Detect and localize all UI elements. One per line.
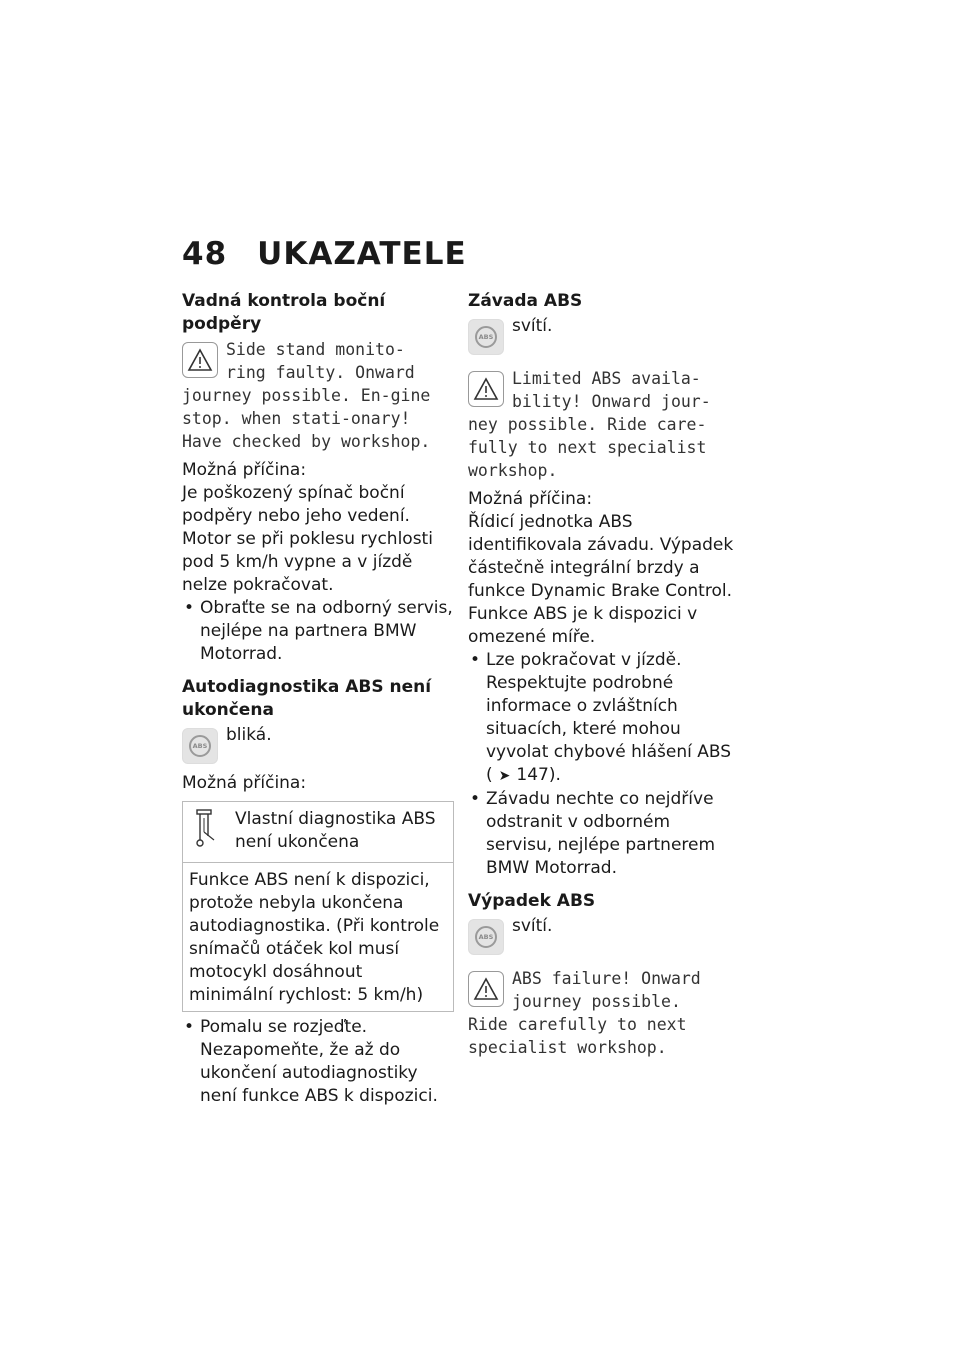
message-line: journey possible. [512, 992, 681, 1011]
cause-label: Možná příčina: [468, 489, 593, 509]
message-line: bility! Onward jour- [512, 392, 711, 411]
message-text: ney possible. Ride care-fully to next specialist workshop. [468, 415, 707, 480]
section-title: Autodiagnostika ABS není ukončena [182, 677, 432, 720]
page-title: UKAZATELE [257, 236, 467, 272]
cause-label: Možná příčina: [182, 460, 307, 480]
info-box [182, 801, 454, 1012]
warning-triangle-icon [468, 971, 504, 1007]
warning-message [468, 967, 740, 1059]
abs-warning-lamp-icon: ABS [468, 319, 504, 355]
instruction-bullet: • Obraťte se na odborný servis, nejlépe na partnera BMW Motorrad. [182, 597, 454, 666]
right-column [468, 290, 740, 1059]
section-title: Výpadek ABS [468, 891, 596, 911]
message-text: Ride carefully to next specialist workshop. [468, 1015, 687, 1057]
info-box-text: Funkce ABS není k dispozici, protože nebyla ukončena autodiagnostika. (Při kontrole snímačů otáček kol musí motocykl dosáhnout minimální rychlost: 5 km/h) [189, 870, 440, 1005]
section-title: Vadná kontrola boční podpěry [182, 291, 386, 334]
cause-label: Možná příčina: [182, 773, 307, 793]
page-reference[interactable]: 147). [516, 765, 561, 785]
instruction-bullet: • Lze pokračovat v jízdě. Respektujte podrobné informace o zvláštních situacích, které mohou vyvolat chybové hlášení ABS ( ➤ 147). [468, 649, 740, 788]
left-column [182, 290, 454, 1108]
warning-message [182, 338, 454, 453]
lamp-status [468, 315, 740, 357]
instruction-bullet: • Pomalu se rozjeďte. Nezapomeňte, že až do ukončení autodiagnostiky není funkce ABS k dispozici. [182, 1016, 454, 1108]
info-box-title: Vlastní diagnostika ABS není ukončena [235, 809, 436, 852]
page-reference-arrow-icon: ➤ [498, 768, 511, 784]
message-line: ring faulty. Onward [226, 363, 415, 382]
lamp-state: svítí. [512, 916, 553, 936]
lamp-status [468, 915, 740, 957]
cause-text: Je poškozený spínač boční podpěry nebo jeho vedení. Motor se při poklesu rychlosti pod 5 km/h vypne a v jízdě nelze pokračovat. [182, 483, 433, 595]
lamp-state: svítí. [512, 316, 553, 336]
diagnostics-icon [189, 808, 223, 848]
abs-warning-lamp-icon: ABS [182, 728, 218, 764]
warning-triangle-icon [182, 342, 218, 378]
message-line: Limited ABS availa- [512, 369, 701, 388]
warning-message [468, 367, 740, 482]
message-line: Side stand monito- [226, 340, 405, 359]
page-header [182, 236, 467, 272]
message-line: ABS failure! Onward [512, 969, 701, 988]
page-number: 48 [182, 236, 228, 272]
lamp-state: bliká. [226, 725, 272, 745]
cause-text: Řídicí jednotka ABS identifikovala závadu. Výpadek částečně integrální brzdy a funkce Dynamic Brake Control. Funkce ABS je k dispozici v omezené míře. [468, 512, 734, 647]
message-text: journey possible. En-gine stop. when stati-onary! Have checked by workshop. [182, 386, 431, 451]
lamp-status [182, 724, 454, 766]
warning-triangle-icon [468, 371, 504, 407]
section-title: Závada ABS [468, 291, 583, 311]
abs-warning-lamp-icon: ABS [468, 919, 504, 955]
instruction-bullet: • Závadu nechte co nejdříve odstranit v odborném servisu, nejlépe partnerem BMW Motorrad. [468, 788, 740, 880]
